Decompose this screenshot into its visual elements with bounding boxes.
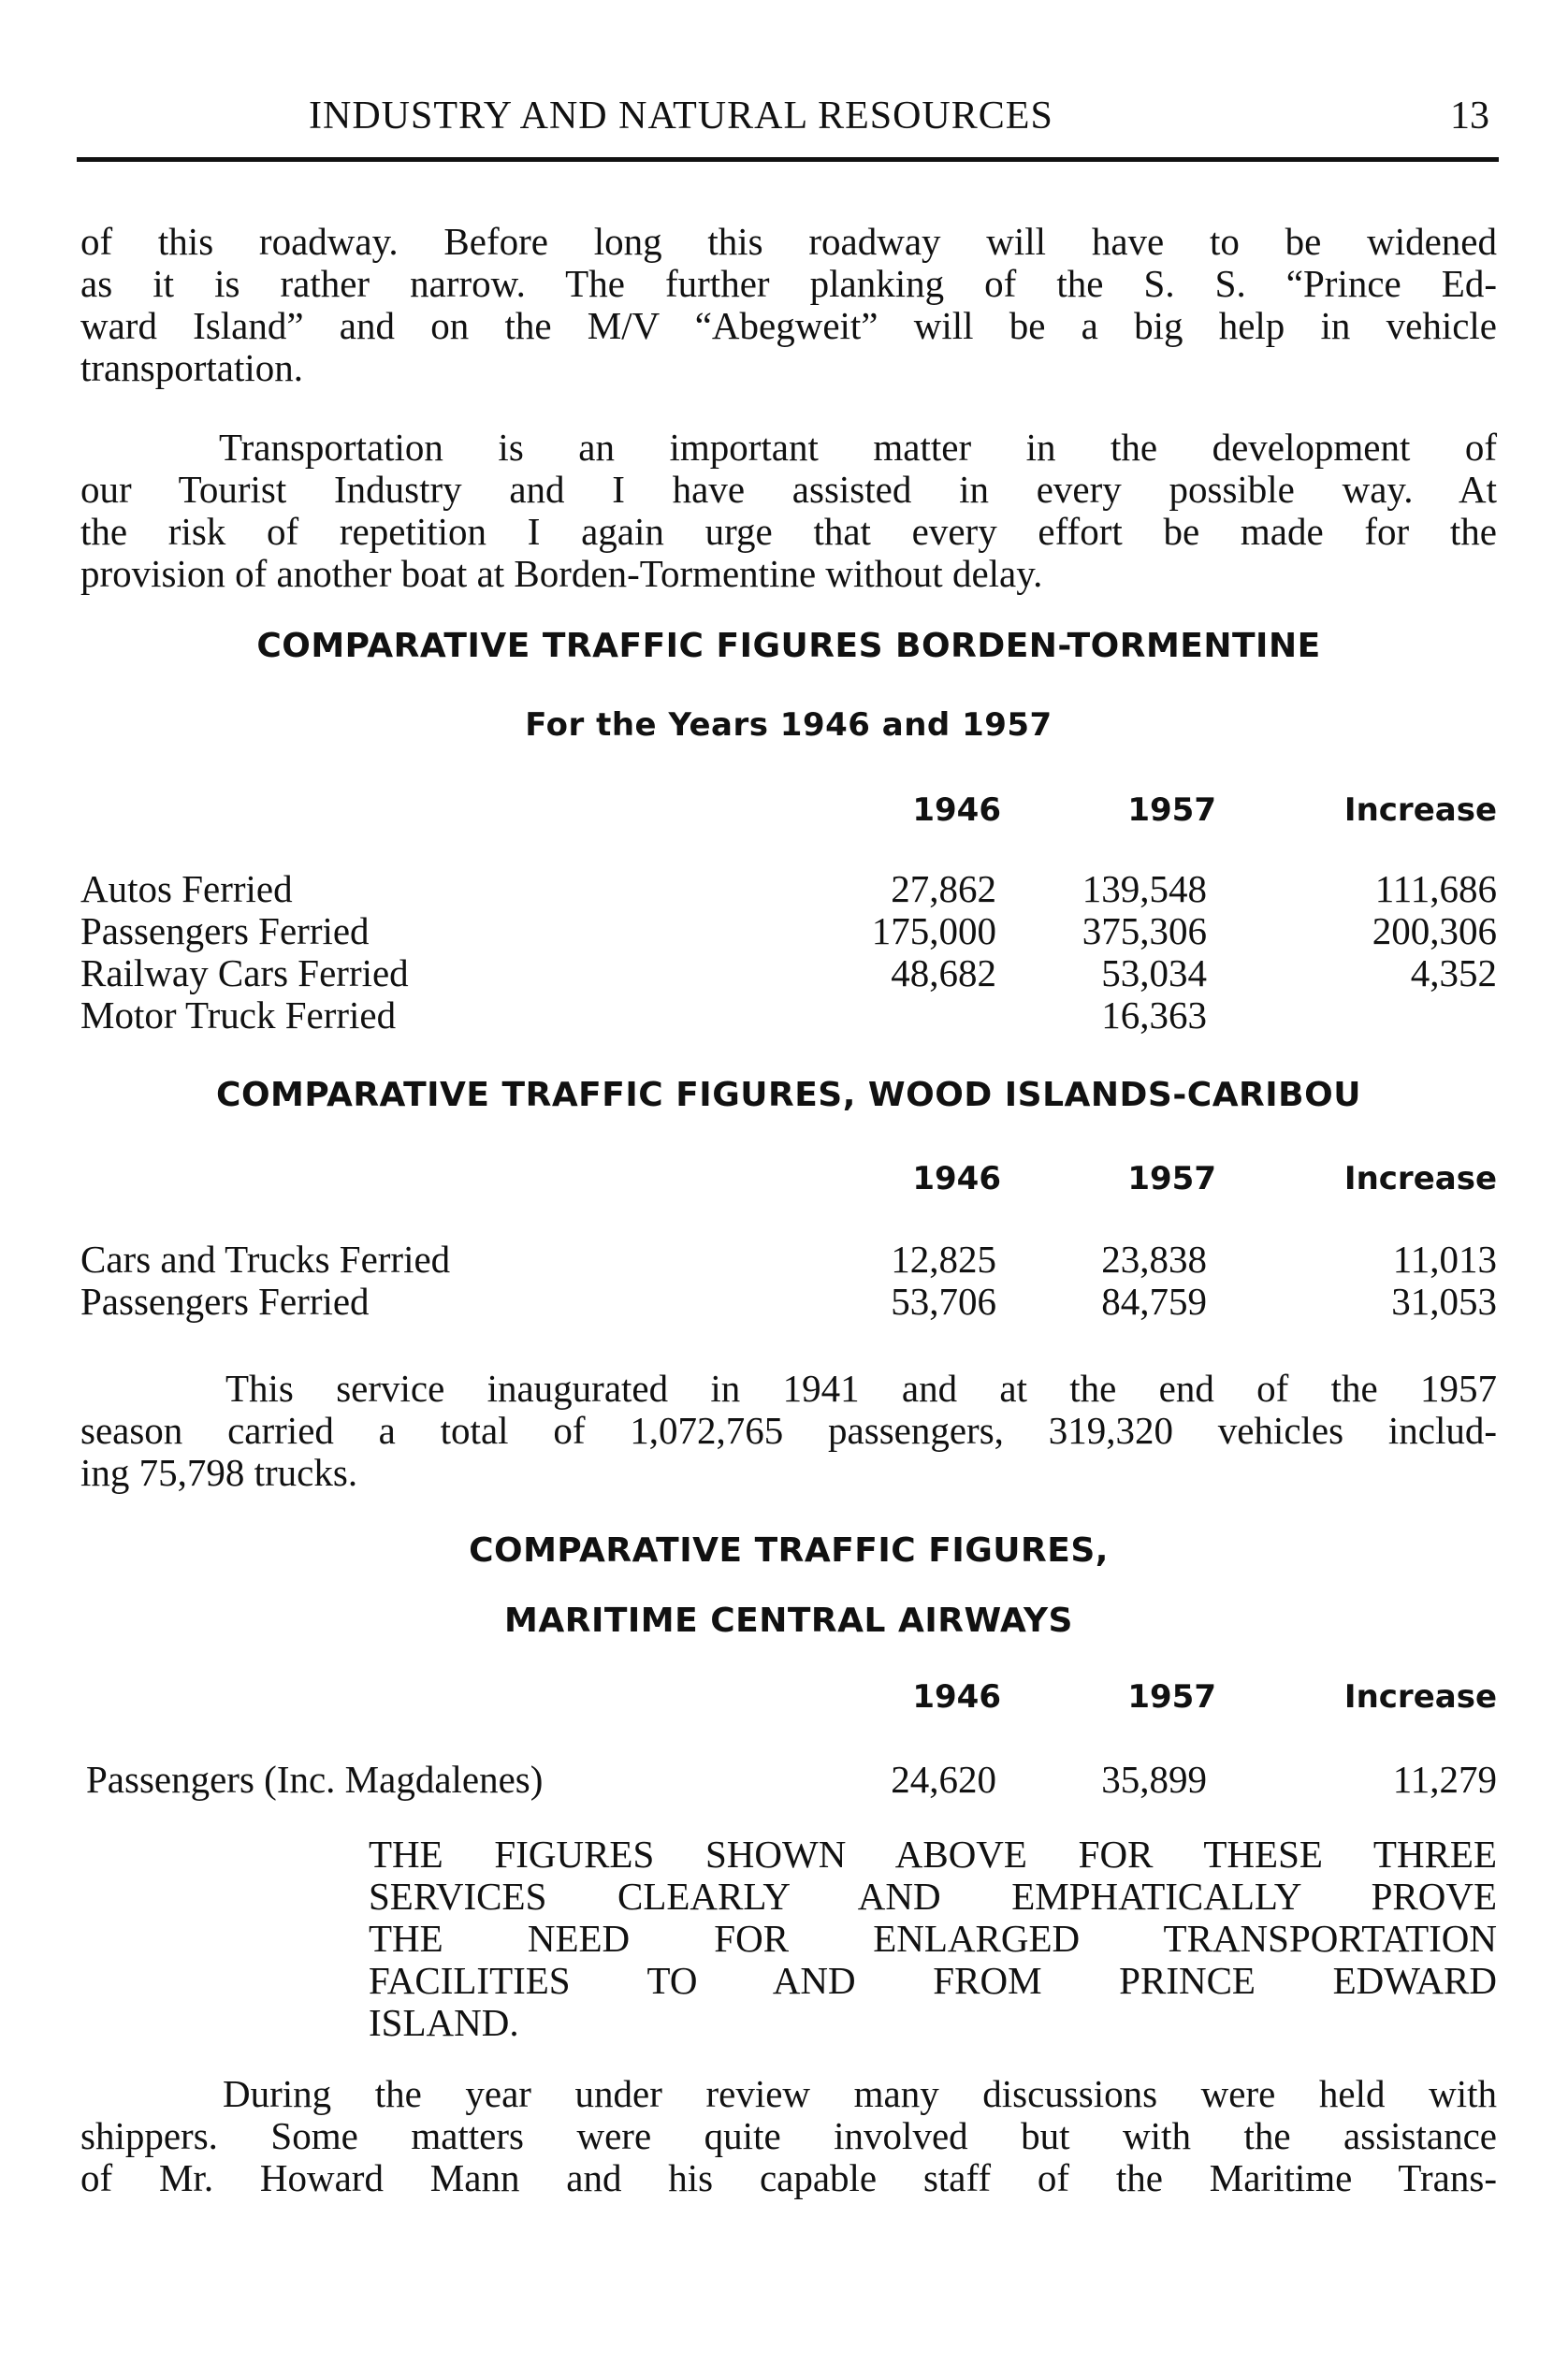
- borden-table-subheading: For the Years 1946 and 1957: [525, 706, 1053, 744]
- row-label: Cars and Trucks Ferried: [80, 1238, 451, 1281]
- column-header: 1957: [1127, 791, 1216, 829]
- table-row: [80, 868, 1497, 910]
- airways-table-heading-line2: MARITIME CENTRAL AIRWAYS: [504, 1602, 1073, 1640]
- column-header: 1946: [912, 1678, 1001, 1716]
- table-row: [80, 1759, 1497, 1801]
- cell-1957: 139,548: [1082, 867, 1207, 910]
- table-row: [80, 910, 1497, 952]
- column-header: 1946: [912, 1160, 1001, 1197]
- text-line: the risk of repetition I again urge that every effort be made for the: [80, 510, 1497, 553]
- row-label: Motor Truck Ferried: [80, 993, 397, 1037]
- text-line: ward Island” and on the M/V “Abegweit” will be a big help in vehicle: [80, 304, 1497, 347]
- text-line: THE FIGURES SHOWN ABOVE FOR THESE THREE: [369, 1833, 1497, 1876]
- text-line: provision of another boat at Borden-Tormentine without delay.: [80, 552, 1043, 595]
- running-header: [84, 94, 1497, 146]
- column-header: Increase: [1343, 1160, 1497, 1197]
- closing-paragraph: [80, 2073, 1497, 2199]
- cell-1957: 35,899: [1101, 1758, 1207, 1801]
- table-header-row: [80, 1156, 1497, 1201]
- emphasis-block: [369, 1834, 1497, 2044]
- table-header-row: [80, 788, 1497, 833]
- text-line: ing 75,798 trucks.: [80, 1451, 358, 1494]
- cell-increase: 11,013: [1392, 1238, 1497, 1281]
- table-row: [80, 994, 1497, 1037]
- cell-increase: 11,279: [1392, 1758, 1497, 1801]
- text-line: SERVICES CLEARLY AND EMPHATICALLY PROVE: [369, 1875, 1497, 1918]
- row-label: Passengers (Inc. Magdalenes): [86, 1758, 544, 1801]
- text-line: our Tourist Industry and I have assisted in every possible way. At: [80, 468, 1497, 511]
- wood-table-heading: COMPARATIVE TRAFFIC FIGURES, WOOD ISLANDS-CARIBOU: [216, 1076, 1361, 1114]
- table-row: [80, 1239, 1497, 1281]
- column-header: Increase: [1343, 1678, 1497, 1716]
- table-row: [80, 952, 1497, 994]
- wood-table: [80, 1156, 1497, 1323]
- text-line: season carried a total of 1,072,765 passengers, 319,320 vehicles includ-: [80, 1409, 1497, 1452]
- column-header: Increase: [1343, 791, 1497, 829]
- cell-1946: 48,682: [891, 951, 996, 994]
- text-line: THE NEED FOR ENLARGED TRANSPORTATION: [369, 1917, 1497, 1960]
- intro-paragraph-2: [80, 427, 1497, 595]
- column-header: 1957: [1127, 1678, 1216, 1716]
- cell-1957: 53,034: [1101, 951, 1207, 994]
- header-rule: [77, 157, 1499, 162]
- cell-1946: 24,620: [891, 1758, 996, 1801]
- cell-1957: 375,306: [1082, 909, 1207, 952]
- cell-1957: 84,759: [1101, 1280, 1207, 1323]
- text-line: This service inaugurated in 1941 and at the end of the 1957: [225, 1367, 1497, 1410]
- page-number: 13: [1450, 94, 1489, 138]
- cell-1957: 16,363: [1101, 993, 1207, 1037]
- text-line: transportation.: [80, 346, 303, 389]
- text-line: shippers. Some matters were quite involved but with the assistance: [80, 2114, 1497, 2157]
- cell-1946: 175,000: [871, 909, 996, 952]
- table-row: [80, 1281, 1497, 1323]
- airways-table: [80, 1675, 1497, 1801]
- cell-increase: 111,686: [1374, 867, 1497, 910]
- table-header-row: [80, 1675, 1497, 1719]
- text-line: of Mr. Howard Mann and his capable staff of the Maritime Trans-: [80, 2156, 1497, 2199]
- cell-1946: 27,862: [891, 867, 996, 910]
- text-line: of this roadway. Before long this roadway will have to be widened: [80, 220, 1497, 263]
- cell-increase: 31,053: [1391, 1280, 1497, 1323]
- running-title: INDUSTRY AND NATURAL RESOURCES: [309, 94, 1053, 138]
- text-line: During the year under review many discussions were held with: [223, 2072, 1497, 2115]
- borden-table: [80, 788, 1497, 1037]
- text-line: Transportation is an important matter in the development of: [219, 426, 1497, 469]
- column-header: 1957: [1127, 1160, 1216, 1197]
- cell-increase: 4,352: [1410, 951, 1497, 994]
- cell-increase: 200,306: [1372, 909, 1497, 952]
- cell-1946: 53,706: [891, 1280, 996, 1323]
- service-paragraph: [80, 1368, 1497, 1494]
- row-label: Passengers Ferried: [80, 909, 370, 952]
- row-label: Railway Cars Ferried: [80, 951, 409, 994]
- text-line: as it is rather narrow. The further planking of the S. S. “Prince Ed-: [80, 262, 1497, 305]
- cell-1946: 12,825: [891, 1238, 996, 1281]
- column-header: 1946: [912, 791, 1001, 829]
- row-label: Autos Ferried: [80, 867, 293, 910]
- borden-table-heading: COMPARATIVE TRAFFIC FIGURES BORDEN-TORMENTINE: [256, 627, 1321, 665]
- row-label: Passengers Ferried: [80, 1280, 370, 1323]
- text-line: ISLAND.: [369, 2001, 519, 2044]
- text-line: FACILITIES TO AND FROM PRINCE EDWARD: [369, 1959, 1497, 2002]
- intro-paragraph-1: [80, 221, 1497, 389]
- cell-1957: 23,838: [1101, 1238, 1207, 1281]
- airways-table-heading-line1: COMPARATIVE TRAFFIC FIGURES,: [469, 1531, 1109, 1570]
